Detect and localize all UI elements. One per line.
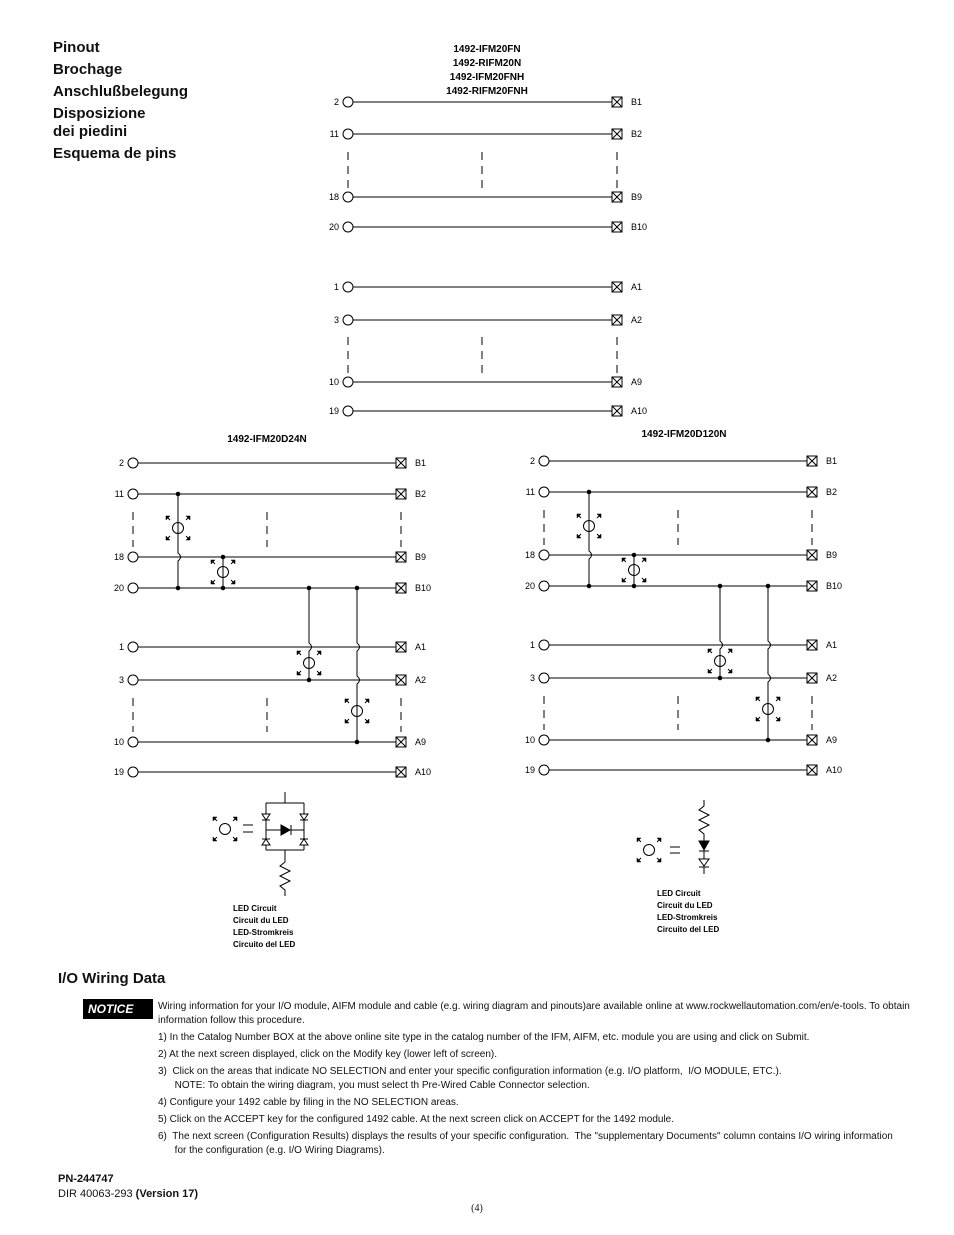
junction-dot (355, 586, 359, 590)
junction-dot (176, 492, 180, 496)
terminal-label: A1 (631, 282, 643, 292)
pin-terminal (343, 129, 353, 139)
terminal-label: B2 (415, 489, 427, 499)
led-caption: Circuito del LED (233, 940, 296, 949)
vertical-wire (768, 586, 771, 740)
pin-number: 19 (113, 767, 124, 777)
diode-icon (699, 859, 709, 866)
model-label: 1492-IFM20FNH (449, 72, 525, 83)
terminal-label: A10 (826, 765, 843, 775)
led-caption: LED Circuit (657, 889, 701, 898)
model-label: 1492-RIFM20FNH (446, 86, 528, 97)
pin-terminal (343, 222, 353, 232)
model-label: 1492-IFM20D120N (641, 429, 727, 440)
pin-number: 19 (328, 406, 339, 416)
pin-terminal (343, 377, 353, 387)
led-caption: Circuit du LED (657, 901, 713, 910)
terminal-label: B2 (826, 487, 838, 497)
led-icon (220, 824, 231, 835)
diode-icon (262, 814, 270, 820)
pin-terminal (539, 735, 549, 745)
pin-terminal (343, 315, 353, 325)
led-icon (644, 845, 655, 856)
led-caption: LED-Stromkreis (233, 928, 294, 937)
led-diode-icon (699, 841, 709, 850)
terminal-label: A9 (631, 377, 643, 387)
pin-terminal (539, 487, 549, 497)
part-number: PN-244747 (58, 1173, 114, 1185)
step-4: 4) Configure your 1492 cable by filing in the NO SELECTION areas. (158, 1097, 459, 1108)
model-label: 1492-IFM20FN (453, 44, 521, 55)
junction-dot (718, 676, 722, 680)
pin-terminal (343, 192, 353, 202)
pin-terminal (539, 581, 549, 591)
pin-number: 2 (529, 456, 535, 466)
terminal-label: B9 (826, 550, 838, 560)
pin-number: 3 (118, 675, 124, 685)
heading-fr: Brochage (53, 61, 123, 78)
terminal-label: A10 (415, 767, 432, 777)
notice-badge: NOTICE (83, 999, 153, 1019)
pin-number: 18 (113, 552, 124, 562)
heading-de: Anschlußbelegung (53, 83, 188, 100)
pin-number: 10 (524, 735, 535, 745)
terminal-label: A1 (826, 640, 838, 650)
pin-terminal (343, 282, 353, 292)
pin-terminal (539, 456, 549, 466)
pin-number: 20 (524, 581, 535, 591)
pin-terminal (128, 489, 138, 499)
pin-number: 1 (118, 642, 124, 652)
terminal-label: A9 (415, 737, 427, 747)
junction-dot (766, 584, 770, 588)
resistor-icon (280, 862, 290, 896)
heading-es: Esquema de pins (53, 145, 177, 162)
heading-en: Pinout (53, 39, 100, 56)
step-6: 6) The next screen (Configuration Results) displays the results of your specific configuration. The "supplementary Documents" column contains I/O wiring information for the configuration (e.g. I/O Wiring Diagrams). (158, 1131, 893, 1156)
terminal-label: B1 (826, 456, 838, 466)
pin-number: 19 (524, 765, 535, 775)
junction-dot (632, 584, 636, 588)
resistor-icon (699, 800, 709, 841)
page-number: (4) (471, 1203, 483, 1214)
terminal-label: B1 (415, 458, 427, 468)
junction-dot (587, 584, 591, 588)
terminal-label: B2 (631, 129, 643, 139)
notice-text (158, 1000, 928, 1158)
junction-dot (307, 586, 311, 590)
step-3: 3) Click on the areas that indicate NO SELECTION and enter your specific configuration information (e.g. I/O platform, I/O MODULE, ETC.). NOTE: To obtain the wiring diagram, you must select th Pre-Wired Cable Connector selection. (158, 1066, 782, 1091)
vertical-wire (309, 588, 312, 680)
pin-terminal (128, 552, 138, 562)
pin-terminal (128, 583, 138, 593)
terminal-label: B9 (415, 552, 427, 562)
pin-number: 3 (529, 673, 535, 683)
led-circuit-bridge (213, 792, 308, 949)
led-caption: Circuit du LED (233, 916, 289, 925)
terminal-label: A2 (826, 673, 838, 683)
terminal-label: B1 (631, 97, 643, 107)
diode-icon (300, 814, 308, 820)
pin-number: 20 (328, 222, 339, 232)
pin-number: 1 (333, 282, 339, 292)
vertical-wire (720, 586, 723, 678)
pin-number: 18 (524, 550, 535, 560)
pin-terminal (128, 458, 138, 468)
terminal-label: B10 (826, 581, 843, 591)
terminal-label: B9 (631, 192, 643, 202)
pin-terminal (539, 640, 549, 650)
pin-terminal (539, 673, 549, 683)
notice-intro: Wiring information for your I/O module, AIFM module and cable (e.g. wiring diagram and pinouts)are available online at www.rockwellautomation.com/en/e-tools. To obtain information follow this procedure. (158, 1001, 910, 1026)
pin-terminal (539, 550, 549, 560)
heading-it: Disposizione dei piedini (53, 105, 146, 140)
io-wiring-title: I/O Wiring Data (58, 970, 166, 987)
pin-number: 11 (114, 489, 124, 499)
led-caption: LED-Stromkreis (657, 913, 718, 922)
vertical-wire (357, 588, 360, 742)
step-1: 1) In the Catalog Number BOX at the above online site type in the catalog number of the IFM, AIFM, etc. module you are using and click on Submit. (158, 1032, 810, 1043)
step-2: 2) At the next screen displayed, click on the Modify key (lower left of screen). (158, 1049, 498, 1060)
diode-icon (300, 839, 308, 845)
terminal-label: B10 (631, 222, 648, 232)
model-label: 1492-RIFM20N (452, 58, 522, 69)
junction-dot (307, 678, 311, 682)
vertical-wire (178, 494, 181, 588)
pin-number: 10 (113, 737, 124, 747)
model-label: 1492-IFM20D24N (227, 434, 307, 445)
led-caption: LED Circuit (233, 904, 277, 913)
pin-number: 20 (113, 583, 124, 593)
pin-number: 2 (118, 458, 124, 468)
junction-dot (176, 586, 180, 590)
pin-terminal (343, 97, 353, 107)
top-pinout (329, 97, 647, 416)
junction-dot (221, 555, 225, 559)
junction-dot (355, 740, 359, 744)
junction-dot (766, 738, 770, 742)
pin-number: 1 (529, 640, 535, 650)
pin-number: 3 (333, 315, 339, 325)
pin-terminal (539, 765, 549, 775)
pin-number: 18 (328, 192, 339, 202)
pin-number: 11 (329, 129, 339, 139)
vertical-wire (589, 492, 592, 586)
d120-pinout (525, 429, 842, 775)
led-diode-icon (281, 825, 290, 835)
d24-pinout (114, 434, 431, 777)
terminal-label: A1 (415, 642, 427, 652)
junction-dot (587, 490, 591, 494)
terminal-label: A2 (631, 315, 643, 325)
led-circuit-series (637, 800, 719, 934)
pin-terminal (343, 406, 353, 416)
footer (58, 1172, 198, 1202)
pin-terminal (128, 767, 138, 777)
pin-terminal (128, 642, 138, 652)
junction-dot (632, 553, 636, 557)
junction-dot (718, 584, 722, 588)
pin-terminal (128, 675, 138, 685)
terminal-label: A2 (415, 675, 427, 685)
led-caption: Circuito del LED (657, 925, 720, 934)
diode-icon (262, 839, 270, 845)
junction-dot (221, 586, 225, 590)
pin-terminal (128, 737, 138, 747)
pin-number: 11 (525, 487, 535, 497)
top-model-labels (446, 44, 528, 97)
terminal-label: A10 (631, 406, 648, 416)
terminal-label: A9 (826, 735, 838, 745)
terminal-label: B10 (415, 583, 432, 593)
pin-number: 10 (328, 377, 339, 387)
pin-number: 2 (333, 97, 339, 107)
step-5: 5) Click on the ACCEPT key for the configured 1492 cable. At the next screen click on ACCEPT for the 1492 module. (158, 1114, 675, 1125)
dir-number: DIR 40063-293 (Version 17) (58, 1188, 199, 1200)
